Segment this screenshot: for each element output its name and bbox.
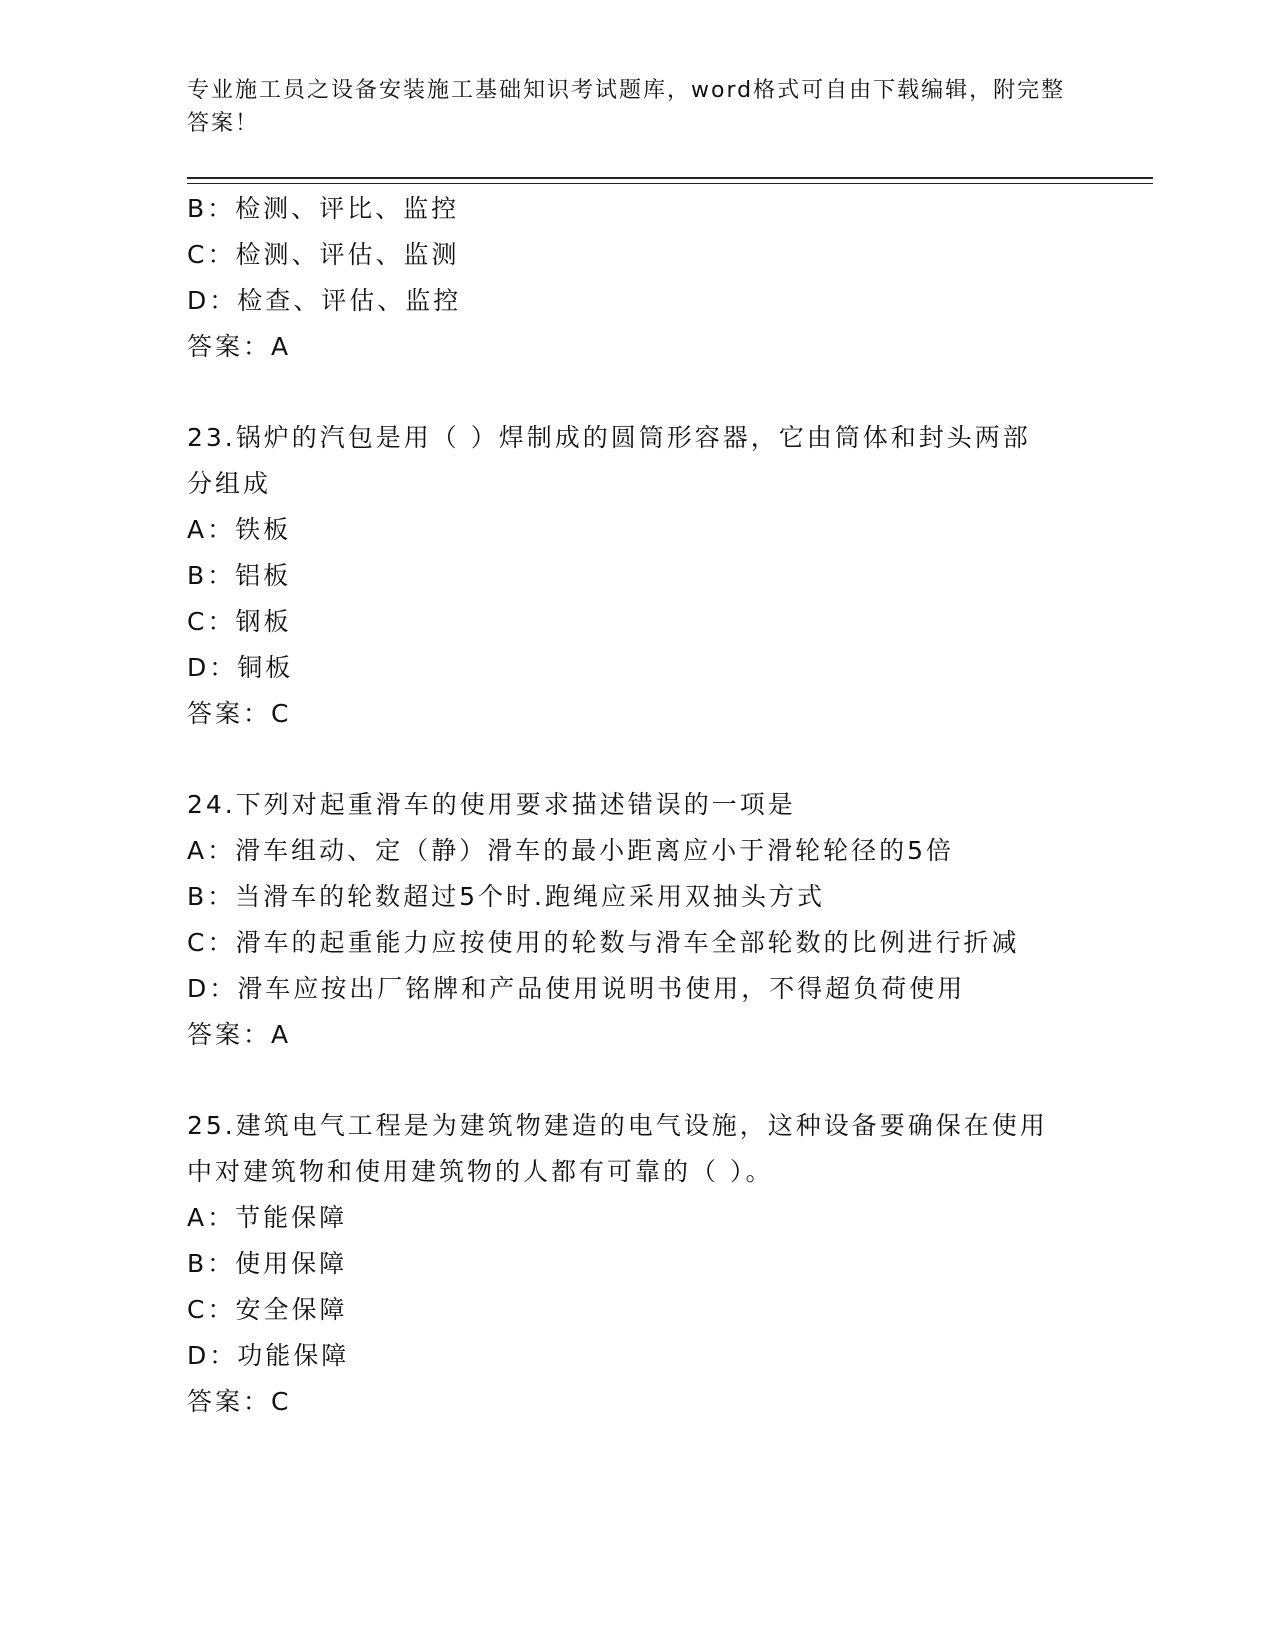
option-a: A：滑车组动、定（静）滑车的最小距离应小于滑轮轮径的5倍 [187,836,955,865]
question-stem-continued: 分组成 [187,469,272,498]
option-d: D：铜板 [187,653,294,682]
option-b: B：铝板 [187,561,292,590]
header-divider-thin [187,183,1153,184]
option-d: D：检查、评估、监控 [187,286,462,315]
question-stem: 23.锅炉的汽包是用（ ）焊制成的圆筒形容器，它由筒体和封头两部 [187,423,1031,452]
question-stem: 25.建筑电气工程是为建筑物建造的电气设施，这种设备要确保在使用 [187,1111,1048,1140]
option-d: D：滑车应按出厂铭牌和产品使用说明书使用，不得超负荷使用 [187,974,966,1003]
question-list [187,186,1087,1425]
option-b: B：使用保障 [187,1249,348,1278]
question-stem-continued: 中对建筑物和使用建筑物的人都有可靠的（ ）。 [187,1157,774,1186]
question-24 [187,782,1087,1058]
question-23 [187,415,1087,737]
option-c: C：钢板 [187,607,292,636]
spacer [187,1058,1087,1103]
answer-line: 答案：C [187,1387,292,1416]
option-b: B：检测、评比、监控 [187,194,460,223]
spacer [187,370,1087,415]
option-c: C：检测、评估、监测 [187,240,460,269]
option-a: A：节能保障 [187,1203,348,1232]
option-d: D：功能保障 [187,1341,350,1370]
document-header: 专业施工员之设备安装施工基础知识考试题库，word格式可自由下载编辑，附完整答案！ [187,78,1066,136]
option-c: C：安全保障 [187,1295,348,1324]
option-a: A：铁板 [187,515,292,544]
answer-line: 答案：A [187,1020,292,1049]
header-divider-thick [187,177,1153,179]
question-stem: 24.下列对起重滑车的使用要求描述错误的一项是 [187,790,796,819]
question-25 [187,1103,1087,1425]
answer-line: 答案：A [187,332,292,361]
option-c: C：滑车的起重能力应按使用的轮数与滑车全部轮数的比例进行折减 [187,928,1020,957]
answer-line: 答案：C [187,699,292,728]
spacer [187,737,1087,782]
partial-question-22 [187,186,1087,370]
option-b: B：当滑车的轮数超过5个时.跑绳应采用双抽头方式 [187,882,826,911]
